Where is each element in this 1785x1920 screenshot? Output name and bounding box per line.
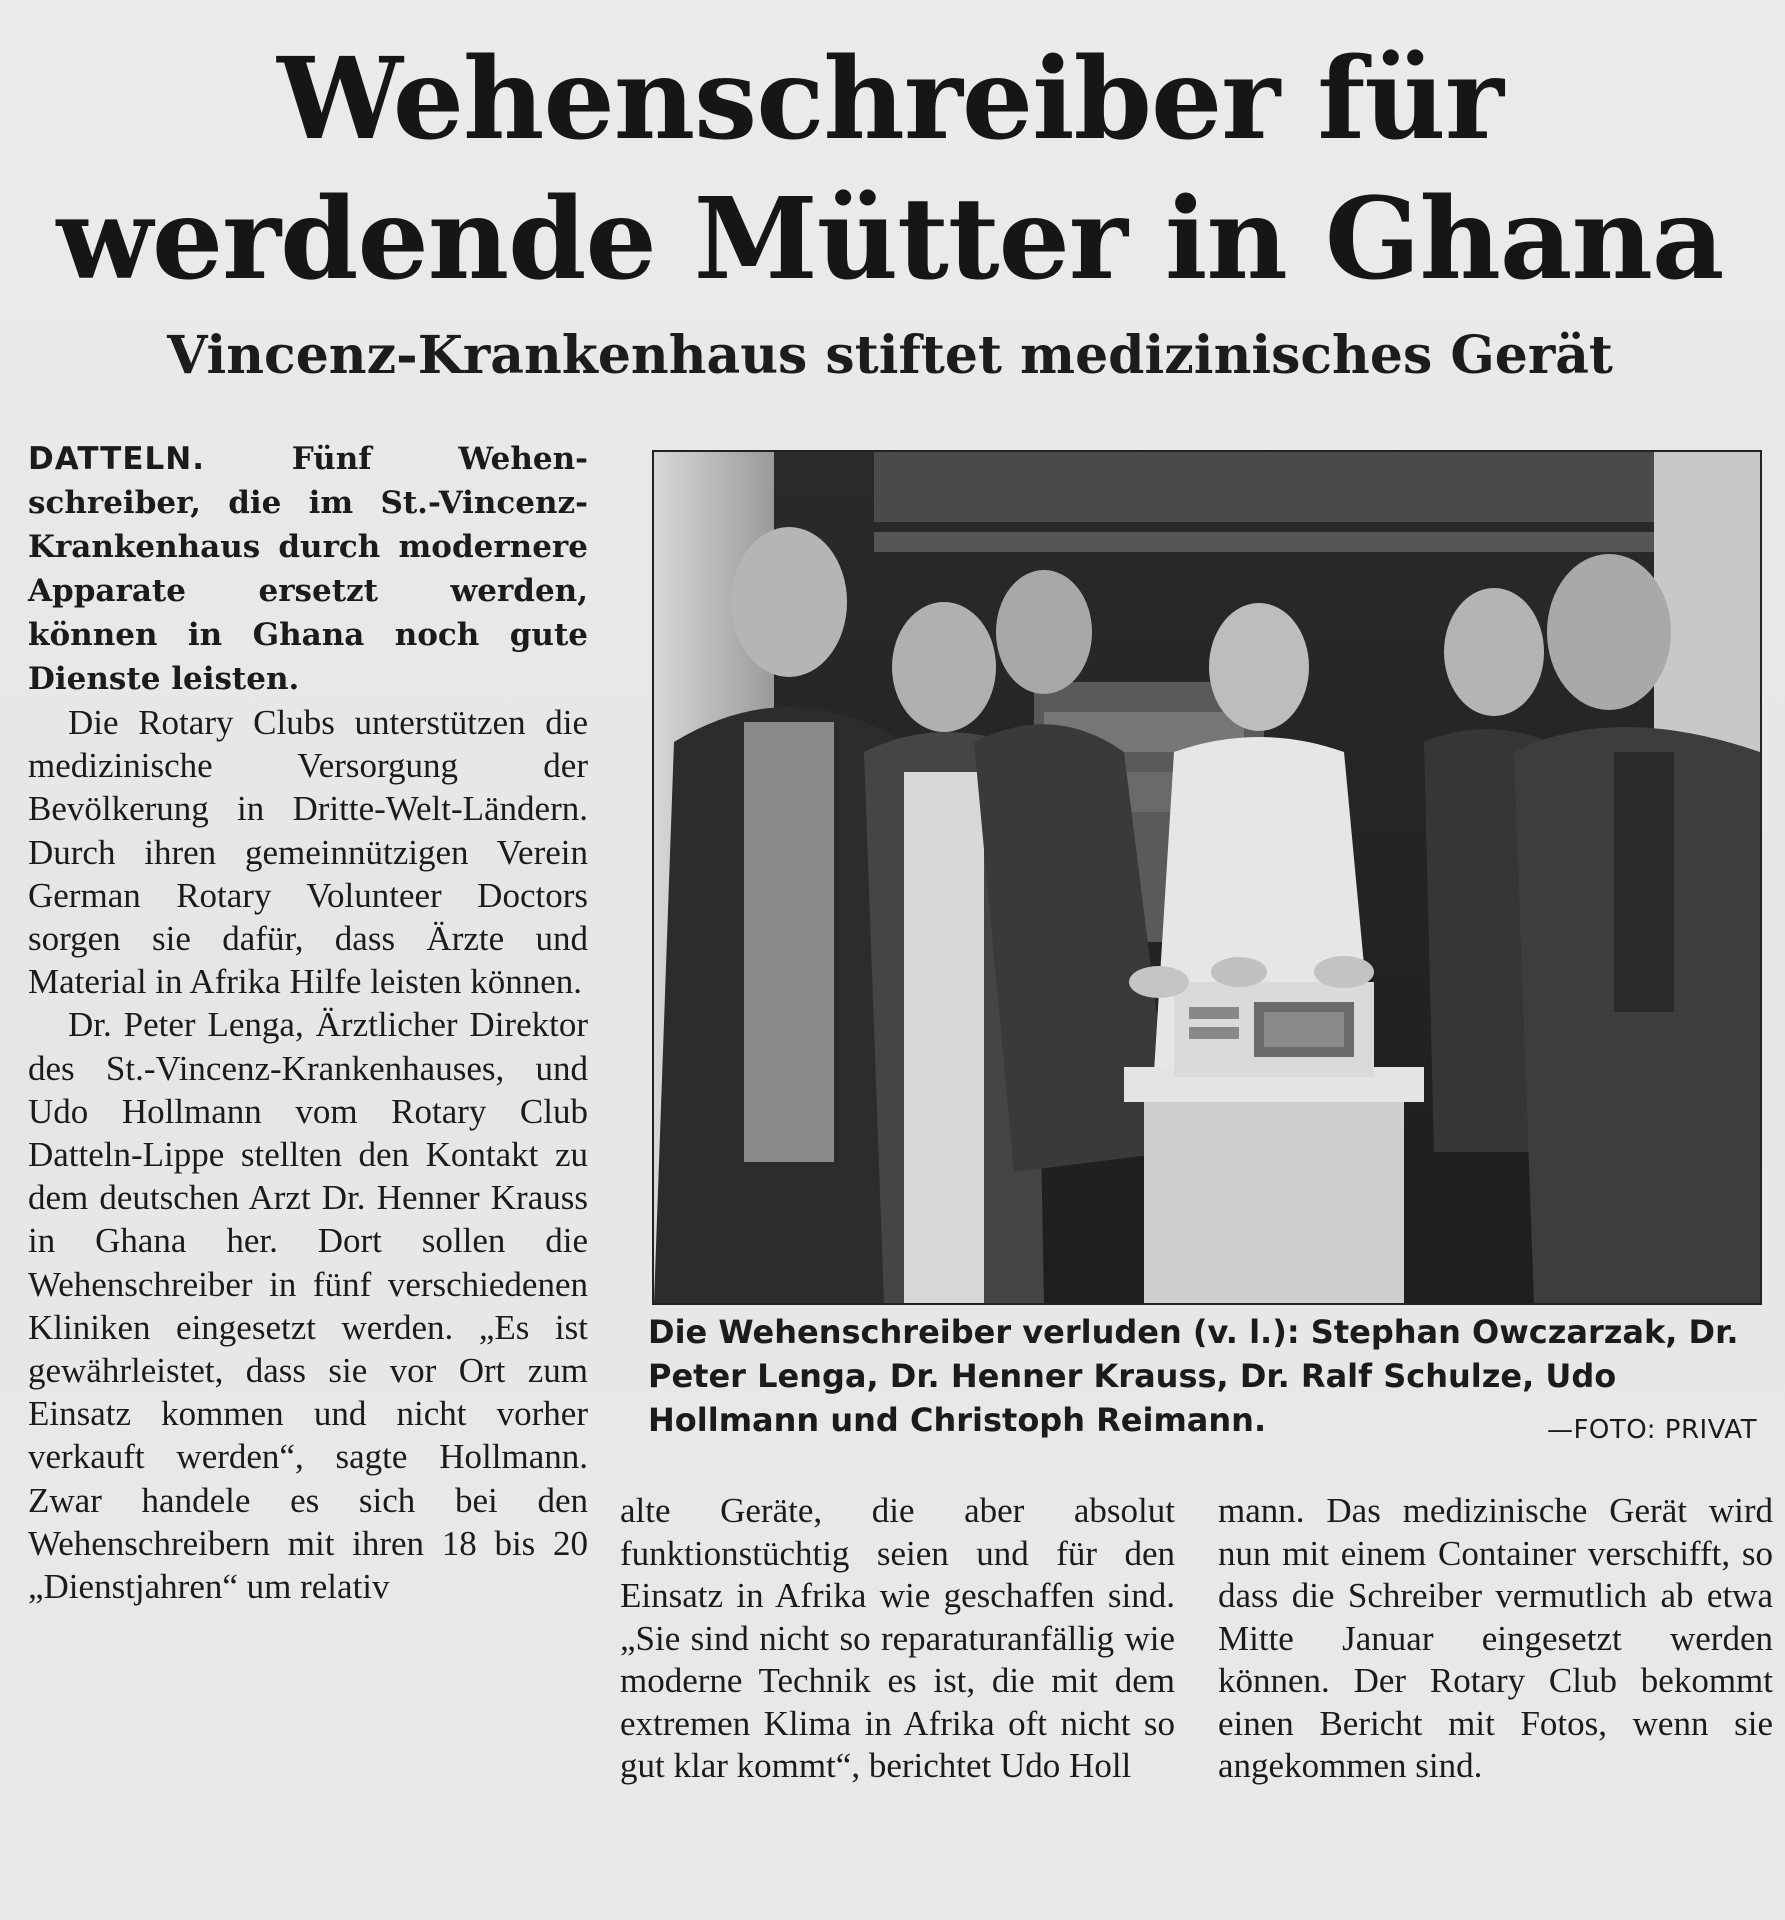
article-photo xyxy=(652,450,1762,1305)
article-middle-column xyxy=(620,1490,1175,1788)
headline-line-1: Wehenschreiber für xyxy=(277,34,1503,165)
article-left-column xyxy=(28,437,588,1608)
dateline: DATTELN. xyxy=(28,441,205,477)
article-paragraph-4: mann. Das medizinische Gerät wird nun mit einem Container verschifft, so dass die Schreiber vermutlich ab etwa Mitte Januar eingesetzt werden können. Der Rotary Club bekommt einen Bericht mit Fotos, wenn sie angekommen sind. xyxy=(1218,1491,1773,1785)
article-paragraph-2: Dr. Peter Lenga, Ärztlicher Direktor des St.-Vincenz-Krankenhauses, und Udo Hollmann vom Rotary Club Datteln-Lippe stellten den Kontakt zu dem deutschen Arzt Dr. Henner Krauss in Ghana her. Dort sollen die Wehenschreiber in fünf verschiedenen Kliniken eingesetzt werden. „Es ist gewährleistet, dass sie vor Ort zum Einsatz kommen und nicht vorher verkauft werden“, sagte Hollmann. Zwar handele es sich bei den Wehenschreibern mit ihren 18 bis 20 „Dienstjahren“ um relativ xyxy=(28,1005,588,1607)
article-paragraph-3: alte Geräte, die aber absolut funktionstüchtig seien und für den Einsatz in Afrika wie geschaffen sind. „Sie sind nicht so reparaturanfällig wie moderne Technik es ist, die mit dem extremen Klima in Afrika oft nicht so gut klar kommt“, berichtet Udo Holl xyxy=(620,1491,1175,1785)
lead-text: Fünf Wehenschreiber, die im St.-Vincenz-Krankenhaus durch modernere Apparate ersetzt werden, können in Ghana noch gute Dienste leisten. xyxy=(28,441,589,697)
headline-line-2: werdende Mütter in Ghana xyxy=(56,174,1724,305)
subheadline: Vincenz-Krankenhaus stiftet medizinisches Gerät xyxy=(167,325,1613,386)
article-paragraph-1: Die Rotary Clubs unterstützen die medizinische Versorgung der Bevölkerung in Dritte-Welt-Ländern. Durch ihren gemeinnützigen Verein German Rotary Volunteer Doctors sorgen sie dafür, dass Ärzte und Material in Afrika Hilfe leisten können. xyxy=(28,703,588,1002)
article-lead xyxy=(28,437,588,701)
photo-caption: Die Wehenschreiber verluden (v. l.): Stephan Owczarzak, Dr. Peter Lenga, Dr. Henner Krauss, Dr. Ralf Schulze, Udo Hollmann und Christoph Reimann. xyxy=(648,1313,1739,1439)
photo-credit: —FOTO: PRIVAT xyxy=(1546,1415,1757,1445)
article-right-column xyxy=(1218,1490,1773,1788)
